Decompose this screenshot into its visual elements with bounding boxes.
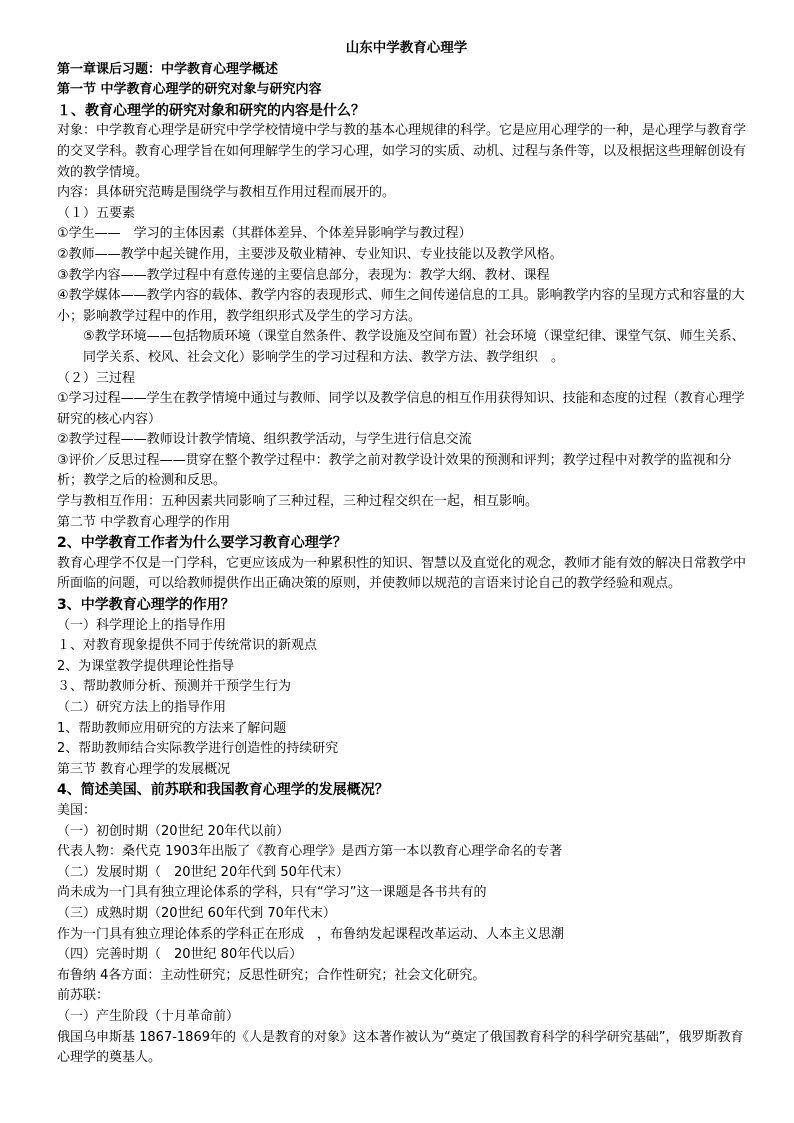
text-line: 作为一门具有独立理论体系的学科正在形成 ，布鲁纳发起课程改革运动、人本主义思潮 [57,926,565,942]
document-title: 山东中学教育心理学 [345,40,468,56]
text-line: （一）产生阶段（十月革命前） [57,1008,240,1024]
text-line: 2、为课堂教学提供理论性指导 [57,658,235,674]
text-line: １、对教育现象提供不同于传统常识的新观点 [57,638,318,654]
text-line: 第二节 中学教育心理学的作用 [57,514,231,530]
text-line: 教育心理学不仅是一门学科，它更应该成为一种累积性的知识、智慧以及直觉化的观念，教师才能有效的解决日常教学中所面临的问题，可以给教师提供作出正确决策的原则，并使教师以规范的言语来讨论自己的教学经验和观点。 [57,555,747,592]
text-line: 代表人物：桑代克 1903年出版了《教育心理学》是西方第一本以教育心理学命名的专著 [57,844,563,860]
text-line: （一）初创时期（20世纪 20年代以前） [57,823,290,839]
text-line: ③评价／反思过程——贯穿在整个教学过程中：教学之前对教学设计效果的预测和评判；教学过程中对教学的监视和分析；教学之后的检测和反思。 [57,452,732,489]
text-line: ①学习过程——学生在教学情境中通过与教师、同学以及教学信息的相互作用获得知识、技能和态度的过程（教育心理学研究的核心内容） [57,391,745,427]
text-line: （三）成熟时期（20世纪 60年代到 70年代末） [57,905,336,921]
text-line: 第三节 教育心理学的发展概况 [57,761,231,777]
text-line: ⑤教学环境——包括物质环境（课堂自然条件、教学设施及空间布置）社会环境（课堂纪律、课堂气氛、师生关系、同学关系、校风、社会文化）影响学生的学习过程和方法、教学方法、教学组织 。 [83,329,745,365]
text-line: 2、中学教育工作者为什么要学习教育心理学？ [57,535,347,552]
text-line: （四）完善时期（ 20世纪 80年代以后） [57,947,303,963]
text-line: 俄国乌申斯基 1867-1869年的《人是教育的对象》这本著作被认为“奠定了俄国教育科学的科学研究基础”，俄罗斯教育心理学的奠基人。 [57,1029,744,1066]
text-line: （二）研究方法上的指导作用 [57,700,227,715]
text-line: ３、帮助教师分析、预测并干预学生行为 [57,679,292,695]
text-line: ②教学过程——教师设计教学情境、组织教学活动，与学生进行信息交流 [57,432,472,448]
text-line: １、教育心理学的研究对象和研究的内容是什么？ [57,102,365,119]
text-line: 学与教相互作用：五种因素共同影响了三种过程，三种过程交织在一起，相互影响。 [57,494,539,510]
text-line: （二）发展时期（ 20世纪 20年代到 50年代末） [57,864,349,880]
text-line: 1、帮助教师应用研究的方法来了解问题 [57,720,287,736]
text-line: 尚未成为一门具有独立理论体系的学科，只有“学习”这一课题是各书共有的 [57,885,487,901]
text-line: 前苏联： [57,988,110,1004]
text-line: 2、帮助教师结合实际教学进行创造性的持续研究 [57,741,339,757]
text-line: 布鲁纳 4各方面：主动性研究；反思性研究；合作性研究；社会文化研究。 [57,967,486,983]
text-line: 3、中学教育心理学的作用？ [57,597,235,614]
document-body [57,60,756,1069]
text-line: 对象：中学教育心理学是研究中学学校情境中学与教的基本心理规律的科学。它是应用心理学的一种，是心理学与教育学的交叉学科。教育心理学旨在如何理解学生的学习心理，如学习的实质、动机、过程与条件等，以及根据这些理解创设有效的教学情境。 [57,123,747,180]
text-line: （２）三过程 [57,370,136,386]
text-line: ②教师——教学中起关键作用，主要涉及敬业精神、专业知识、专业技能以及教学风格。 [57,246,563,262]
text-line: （１）五要素 [57,205,136,221]
text-line: ③教学内容——教学过程中有意传递的主要信息部分，表现为：教学大纲、教材、课程 [57,267,550,283]
text-line: 第一章课后习题：中学教育心理学概述 [57,61,279,77]
text-line: ④教学媒体——教学内容的载体、教学内容的表现形式、师生之间传递信息的工具。影响教学内容的呈现方式和容量的大小；影响教学过程中的作用，教学组织形式及学生的学习方法。 [57,288,745,324]
text-line: （一）科学理论上的指导作用 [57,617,227,633]
text-line: 美国： [57,802,97,818]
text-line: ①学生—— 学习的主体因素（其群体差异、个体差异影响学与教过程） [57,226,472,242]
text-line: 第一节 中学教育心理学的研究对象与研究内容 [57,82,322,98]
text-line: 内容：具体研究范畴是围绕学与教相互作用过程而展开的。 [57,185,396,201]
text-line: 4、简述美国、前苏联和我国教育心理学的发展概况？ [57,782,389,799]
